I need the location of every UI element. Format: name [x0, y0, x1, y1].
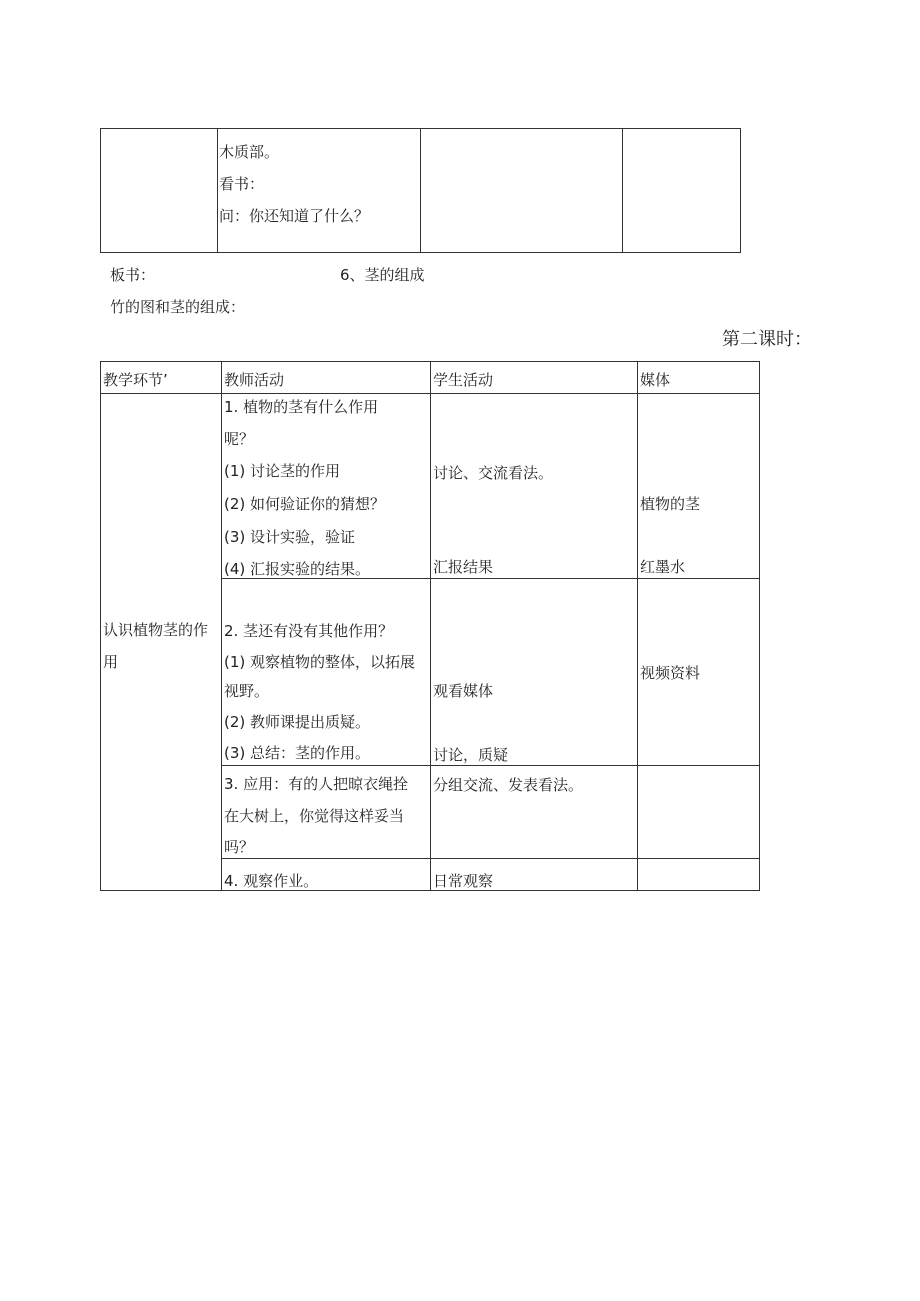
student-activity: 日常观察	[433, 872, 494, 890]
top-table-line: 看书：	[219, 175, 265, 193]
teacher-activity: (3) 总结：茎的作用。	[224, 744, 371, 762]
student-activity: 汇报结果	[433, 558, 494, 576]
board-title: 6、茎的组成	[340, 266, 425, 284]
student-activity: 分组交流、发表看法。	[433, 776, 584, 794]
media-item: 视频资料	[640, 664, 701, 682]
top-table-line: 问：你还知道了什么？	[219, 207, 370, 225]
teacher-activity: 吗？	[224, 838, 255, 856]
header-teacher: 教师活动	[224, 371, 285, 389]
teacher-activity: (2) 教师课提出质疑。	[224, 713, 371, 731]
teacher-activity: (4) 汇报实验的结果。	[224, 560, 371, 578]
teacher-activity: 2. 茎还有没有其他作用？	[224, 622, 394, 640]
teacher-activity: 1. 植物的茎有什么作用	[224, 398, 379, 416]
teacher-activity: 在大树上，你觉得这样妥当	[224, 807, 405, 825]
teacher-activity: 3. 应用：有的人把晾衣绳拴	[224, 775, 409, 793]
board-label: 板书：	[110, 266, 156, 284]
teacher-activity: (3) 设计实验，验证	[224, 528, 356, 546]
teacher-activity: (1) 观察植物的整体，以拓展	[224, 653, 416, 671]
teacher-activity: (1) 讨论茎的作用	[224, 462, 341, 480]
header-media: 媒体	[640, 371, 671, 389]
student-activity: 观看媒体	[433, 682, 494, 700]
header-student: 学生活动	[433, 371, 494, 389]
student-activity: 讨论，质疑	[433, 746, 509, 764]
lesson-title: 第二课时：	[722, 329, 812, 350]
board-subtitle: 竹的图和茎的组成：	[110, 298, 246, 316]
media-item: 植物的茎	[640, 495, 701, 513]
teacher-activity: 4. 观察作业。	[224, 872, 319, 890]
teacher-activity: 呢？	[224, 430, 255, 448]
media-item: 红墨水	[640, 558, 686, 576]
section-label: 认识植物茎的作用	[103, 621, 209, 671]
student-activity: 讨论、交流看法。	[433, 464, 554, 482]
top-table-line: 木质部。	[219, 143, 280, 161]
teacher-activity: 视野。	[224, 682, 270, 700]
header-stage: 教学环节’	[103, 371, 168, 389]
teacher-activity: (2) 如何验证你的猜想？	[224, 495, 386, 513]
